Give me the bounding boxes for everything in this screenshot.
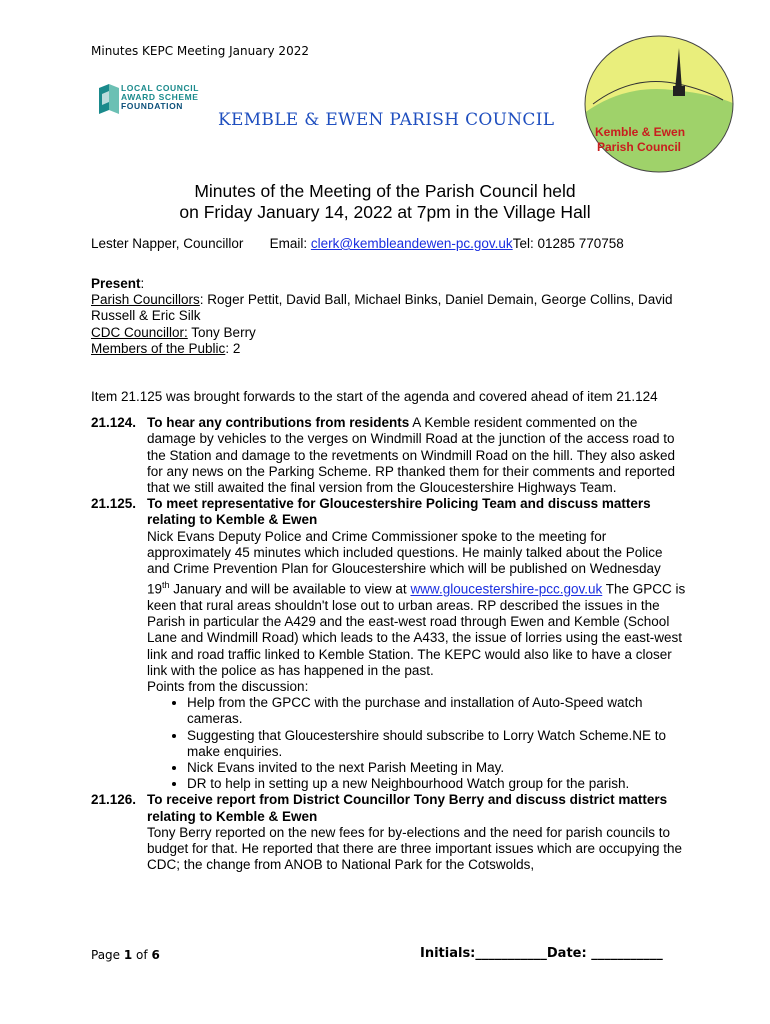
cdc-councillor-name: Tony Berry — [187, 324, 256, 340]
list-item: • Suggesting that Gloucestershire should subscribe to Lorry Watch Scheme.NE to make enquiries. — [187, 728, 686, 760]
page-prefix: Page — [91, 948, 124, 962]
document-title — [0, 181, 770, 223]
item-heading: To meet representative for Gloucestershire Policing Team and discuss matters relating to Kemble & Ewen — [147, 496, 651, 528]
item-text-part: January and will be available to view at — [169, 581, 411, 597]
page-total: 6 — [151, 948, 160, 962]
superscript: th — [162, 580, 170, 591]
lcaf-line: FOUNDATION — [121, 101, 184, 112]
item-heading: To receive report from District Councillor Tony Berry and discuss district matters relating to Kemble & Ewen — [147, 792, 668, 824]
points-intro: Points from the discussion: — [147, 678, 309, 694]
parish-councillors-label: Parish Councillors — [91, 292, 200, 308]
tel: Tel: 01285 770758 — [512, 236, 624, 251]
item-text-part: Nick Evans Deputy Police and Crime Commissioner spoke to the meeting for approximately 45 minutes which included questions. He mainly talked about the Police and Crime Prevention Plan for Gloucestershire which will be published on Wednesday 19 — [147, 528, 663, 597]
agenda-item — [91, 496, 686, 792]
lcaf-logo — [99, 83, 199, 123]
item-number: 21.126. — [91, 792, 137, 808]
agenda-note: Item 21.125 was brought forwards to the start of the agenda and covered ahead of item 21.124 — [91, 389, 658, 405]
initials-date-field: Initials:___________Date: ___________ — [420, 946, 663, 961]
public-label: Members of the Public — [91, 340, 226, 356]
contact-name: Lester Napper, Councillor — [91, 236, 244, 251]
item-text-part: The GPCC is keen that rural areas shouldn't lose out to urban areas. RP described the issues in the Parish in particular the A429 and the east-west road through Ewen and Kemble (School Lane and Windmill Road) which leads to the A433, the issue of lorries using the east-west link and road traffic linked to Kemble Station. The KEPC would also like to have a closer link with the police as has happened in the past. — [147, 581, 686, 678]
public-count: : 2 — [225, 340, 241, 356]
page-current: 1 — [123, 948, 133, 962]
item-number: 21.124. — [91, 415, 137, 431]
title-line: Minutes of the Meeting of the Parish Council held — [194, 181, 576, 201]
cdc-councillor-label: CDC Councillor: — [91, 324, 188, 340]
item-heading: To hear any contributions from residents — [147, 415, 410, 431]
contact-line — [91, 236, 624, 251]
item-text: Tony Berry reported on the new fees for by-elections and the need for parish councils to budget for that. He reported that there are three important issues which are occupying the CDC; the change from ANOB to National Park for the Cotswolds, — [147, 824, 683, 873]
agenda-item — [91, 415, 686, 496]
lcaf-line: LOCAL COUNCIL — [121, 83, 199, 93]
present-heading: Present — [91, 276, 141, 291]
present-block: Present: Parish Councillors: Roger Pettit, David Ball, Michael Binks, Daniel Demain, George Collins, David Russell & Eric Silk CDC Councillor: Tony Berry Members of the Public: 2 — [91, 276, 673, 356]
item-number: 21.125. — [91, 496, 137, 512]
crest-line2: Parish Council — [597, 140, 682, 154]
running-header: Minutes KEPC Meeting January 2022 — [91, 44, 309, 58]
parish-councillors-names: : Roger Pettit, David Ball, Michael Binks, Daniel Demain, George Collins, David Russell & Eric Silk — [91, 292, 673, 324]
email-link[interactable]: clerk@kembleandewen-pc.gov.uk — [310, 236, 513, 251]
minutes-body — [91, 276, 686, 873]
list-item: • Help from the GPCC with the purchase and installation of Auto-Speed watch cameras. — [187, 695, 686, 727]
lcaf-emblem-icon — [99, 84, 119, 118]
gpcc-link[interactable]: www.gloucestershire-pcc.gov.uk — [410, 581, 603, 597]
page-number — [91, 948, 160, 962]
list-item: • Nick Evans invited to the next Parish Meeting in May. — [187, 760, 686, 776]
agenda-item — [91, 792, 686, 873]
parish-crest-logo — [583, 34, 735, 174]
email-label: Email: — [269, 236, 311, 251]
page-of: of — [132, 948, 152, 962]
council-name: KEMBLE & EWEN PARISH COUNCIL — [218, 110, 555, 130]
list-item: • DR to help in setting up a new Neighbourhood Watch group for the parish. — [187, 776, 686, 792]
crest-line1: Kemble & Ewen — [595, 125, 686, 139]
item-text: A Kemble resident commented on the damage by vehicles to the verges on Windmill Road at the junction of the access road to the Station and damage to the revetments on Windmill Road on the hill. They also asked for any news on the Parking Scheme. RP thanked them for their comments and reported that we still awaited the final version from the Gloucestershire Highways Team. — [147, 415, 676, 496]
item-text — [147, 529, 686, 679]
discussion-points — [147, 695, 686, 792]
lcaf-line: AWARD SCHEME — [121, 92, 199, 103]
title-line: on Friday January 14, 2022 at 7pm in the Village Hall — [179, 202, 591, 222]
